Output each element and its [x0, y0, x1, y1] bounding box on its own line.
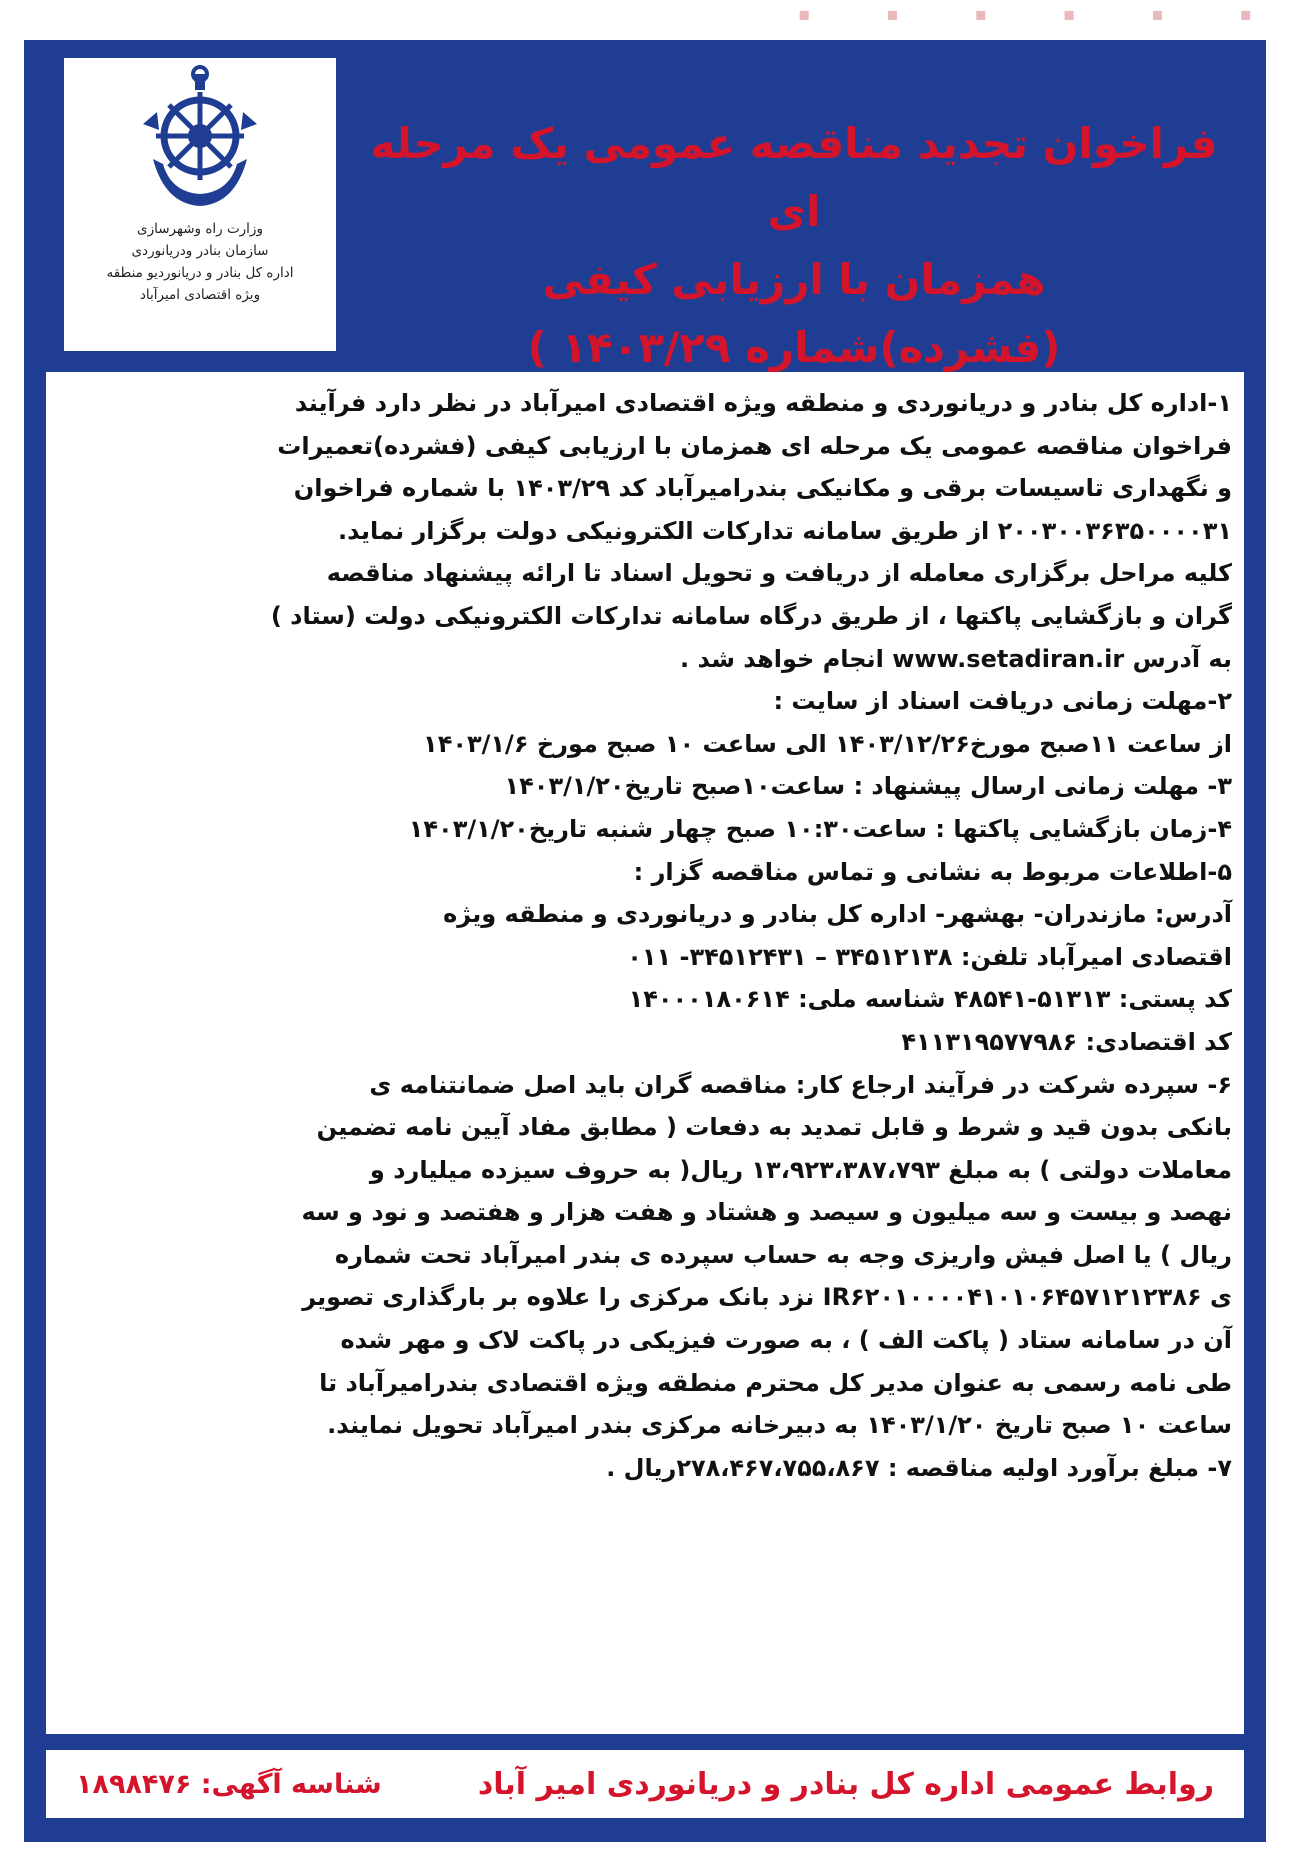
body-line: نهصد و بیست و سه میلیون و سیصد و هشتاد و هفت هزار و هفتصد و نود و سه: [301, 1198, 1232, 1227]
advertisement-frame: [24, 40, 1266, 1842]
tender-body: [46, 372, 1244, 1734]
body-line: ۱-اداره کل بنادر و دریانوردی و منطقه ویژه اقتصادی امیرآباد در نظر دارد فرآیند: [294, 389, 1232, 417]
ad-id-label: شناسه آگهی: ۱۸۹۸۴۷۶: [76, 1768, 382, 1800]
body-line: کد اقتصادی: ۴۱۱۳۱۹۵۷۷۹۸۶: [901, 1027, 1232, 1056]
logo-line: ویژه اقتصادی امیرآباد: [139, 287, 261, 303]
body-line: طی نامه رسمی به عنوان مدیر کل محترم منطقه ویژه اقتصادی بندرامیرآباد تا: [319, 1368, 1232, 1397]
organization-logo-box: [64, 58, 336, 351]
body-line: کلیه مراحل برگزاری معامله از دریافت و تحویل اسناد تا ارائه پیشنهاد مناقصه: [326, 559, 1232, 588]
anchor-wheel-emblem-icon: [125, 64, 275, 214]
logo-line: وزارت راه وشهرسازی: [137, 221, 263, 237]
body-line: بانکی بدون قید و شرط و قابل تمدید به دفعات ( مطابق مفاد آیین نامه تضمین: [316, 1113, 1232, 1142]
body-line: آن در سامانه ستاد ( پاکت الف ) ، به صورت فیزیکی در پاکت لاک و مهر شده: [340, 1326, 1232, 1355]
body-line: کد پستی: ۵۱۳۱۳-۴۸۵۴۱ شناسه ملی: ۱۴۰۰۰۱۸۰۶۱۴: [628, 985, 1232, 1014]
logo-line: سازمان بنادر ودریانوردی: [131, 243, 269, 259]
body-line: ۲-مهلت زمانی دریافت اسناد از سایت :: [773, 687, 1232, 716]
tender-title: [354, 110, 1234, 382]
body-line: ریال ) یا اصل فیش واریزی وجه به حساب سپرده ی بندر امیرآباد تحت شماره: [334, 1240, 1232, 1269]
address-line: [62, 638, 1232, 681]
body-line: گران و بازگشایی پاکتها ، از طریق درگاه سامانه تدارکات الکترونیکی دولت (ستاد ): [270, 601, 1232, 630]
body-line: آدرس: مازندران- بهشهر- اداره کل بنادر و دریانوردی و منطقه ویژه: [443, 900, 1232, 929]
public-relations-label: روابط عمومی اداره کل بنادر و دریانوردی امیر آباد: [477, 1766, 1214, 1802]
body-line: ۵-اطلاعات مربوط به نشانی و تماس مناقصه گزار :: [633, 857, 1232, 886]
footer-bar: [46, 1750, 1244, 1818]
top-decoration-strip: ▪ ▪ ▪ ▪ ▪ ▪: [798, 3, 1252, 25]
body-line: فراخوان مناقصه عمومی یک مرحله ای همزمان با ارزیابی کیفی (فشرده)تعمیرات: [277, 431, 1232, 460]
body-line: اقتصادی امیرآباد تلفن: ۳۴۵۱۲۱۳۸ – ۳۴۵۱۲۴۳۱- ۰۱۱: [627, 942, 1232, 971]
address-suffix: انجام خواهد شد .: [679, 644, 884, 673]
address-prefix: به آدرس: [1132, 644, 1232, 673]
title-line: (فشرده)شماره ۱۴۰۳/۲۹ ): [527, 323, 1061, 372]
body-line: ی IR۶۲۰۱۰۰۰۰۴۱۰۱۰۶۴۵۷۱۲۱۲۳۸۶ نزد بانک مرکزی را علاوه بر بارگذاری تصویر: [302, 1283, 1232, 1312]
body-line: ۴-زمان بازگشایی پاکتها : ساعت۱۰:۳۰ صبح چهار شنبه تاریخ۱۴۰۳/۱/۲۰: [408, 814, 1232, 843]
title-line: فراخوان تجدید مناقصه عمومی یک مرحله ای: [370, 119, 1218, 236]
body-line: ۶- سپرده شرکت در فرآیند ارجاع کار: مناقصه گران باید اصل ضمانتنامه ی: [369, 1070, 1232, 1099]
body-line: معاملات دولتی ) به مبلغ ۱۳،۹۲۳،۳۸۷،۷۹۳ ریال( به حروف سیزده میلیارد و: [369, 1155, 1232, 1184]
body-line: ۲۰۰۳۰۰۳۶۳۵۰۰۰۰۳۱ از طریق سامانه تدارکات الکترونیکی دولت برگزار نماید.: [337, 516, 1232, 545]
body-line: ۳- مهلت زمانی ارسال پیشنهاد : ساعت۱۰صبح تاریخ۱۴۰۳/۱/۲۰: [504, 772, 1232, 801]
title-line: همزمان با ارزیابی کیفی: [542, 255, 1046, 304]
body-line: و نگهداری تاسیسات برقی و مکانیکی بندرامیرآباد کد ۱۴۰۳/۲۹ با شماره فراخوان: [293, 474, 1232, 503]
body-line: از ساعت ۱۱صبح مورخ۱۴۰۳/۱۲/۲۶ الی ساعت ۱۰ صبح مورخ ۱۴۰۳/۱/۶: [423, 729, 1232, 758]
body-line: ۷- مبلغ برآورد اولیه مناقصه : ۲۷۸،۴۶۷،۷۵۵،۸۶۷ریال .: [606, 1453, 1232, 1482]
setadiran-link[interactable]: www.setadiran.ir: [892, 644, 1125, 673]
body-line: ساعت ۱۰ صبح تاریخ ۱۴۰۳/۱/۲۰ به دبیرخانه مرکزی بندر امیرآباد تحویل نمایند.: [327, 1411, 1232, 1440]
organization-name: [64, 218, 336, 306]
logo-line: اداره کل بنادر و دریانوردیو منطقه: [106, 265, 294, 281]
